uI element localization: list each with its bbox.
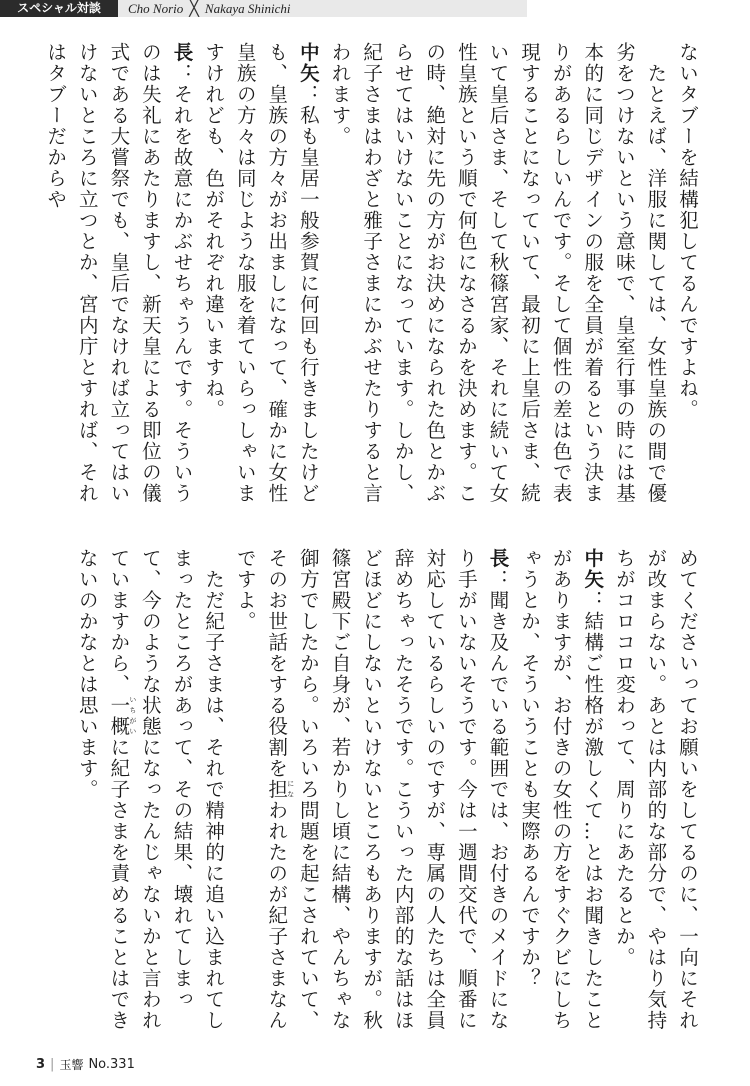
- header-speakers: [128, 0, 290, 17]
- paragraph: 長：聞き及んでいる範囲では、お付きのメイドになり手がいないそうです。今は一週間交代で、順番に対応しているらしいのですが、専属の人たちは全員辞めちゃったそうです。こういった内部的な話はほどほどにしないといけないところもありますが。秋篠宮殿下ご自身が、若かりし頃に結構、やんちゃな御方でしたから。いろいろ問題を起こされていて、そのお世話をする役割を担になわれたのが紀子さまなんですよ。: [233, 548, 510, 1031]
- paragraph: たとえば、洋服に関しては、女性皇族の間で優劣をつけないという意味で、皇室行事の時には基本的に同じデザインの服を全員が着るという決まりがあるらしいんです。そして個性の差は色で表現することになっていて、最初に上皇后さま、続いて皇后さま、そして秋篠宮家、それに続いて女性皇族という順で何色になさるかを決めます。この時、絶対に先の方がお決めになられた色とかぶらせてはいけないことになっています。しかし、紀子さまはわざと雅子さまにかぶせたりすると言われます。: [328, 42, 668, 504]
- paragraph: 中矢：私も皇居一般参賀に何回も行きましたけども、皇族の方々がお出ましになって、確かに女性皇族の方々は同じような服を着ていらっしゃいますけれども、色がそれぞれ違いますね。: [202, 42, 320, 504]
- ruby-annotation: 一概いちがい: [107, 695, 137, 737]
- header-section-tag: スペシャル対談: [0, 0, 118, 17]
- paragraph: ただ紀子さまは、それで精神的に追い込まれてしまったところがあって、その結果、壊れてしまって、今のような状態になったんじゃないかと言われていますから、一概いちがいに紀子さまを責めることはできないのかなとは思います。: [75, 548, 226, 1031]
- paragraph: 長：それを故意にかぶせちゃうんです。そういうのは失礼にあたりますし、新天皇による即位の儀式である大嘗祭でも、皇后でなければ立ってはいけないところに立つとか、宮内庁とすれば、それはタブーだからや: [44, 42, 194, 504]
- paragraph: めてくださいってお願いをしてるのに、一向にそれが改まらない。あとは内部的な部分で、やはり気持ちがコロコロ変わって、周りにあたるとか。: [612, 548, 699, 1031]
- page-footer: [36, 1056, 135, 1073]
- page-number: 3: [36, 1057, 46, 1072]
- paragraph: 中矢：結構ご性格が激しくて…とはお聞きしたことがありますが、お付きの女性の方をすぐクビにしちゃうとか、そういうことも実際あるんですか？: [518, 548, 605, 1031]
- issue-number: No.331: [88, 1057, 135, 1072]
- speaker-label: 長: [170, 42, 194, 63]
- article-lower-tier: [43, 548, 703, 1038]
- footer-separator: |: [50, 1057, 55, 1072]
- speaker-name-cho: Cho Norio: [128, 1, 184, 16]
- page-header: [0, 0, 750, 17]
- cross-separator-icon: ╳: [189, 0, 199, 17]
- speaker-label: 長: [486, 548, 510, 569]
- article-upper-tier: [43, 42, 703, 512]
- magazine-title: 玉響: [59, 1058, 84, 1072]
- speaker-label: 中矢: [581, 548, 605, 590]
- paragraph: ないタブーを結構犯してるんですよね。: [676, 42, 699, 420]
- ruby-annotation: 担にな: [265, 779, 295, 800]
- speaker-label: 中矢: [296, 42, 320, 84]
- speaker-name-nakaya: Nakaya Shinichi: [204, 1, 291, 16]
